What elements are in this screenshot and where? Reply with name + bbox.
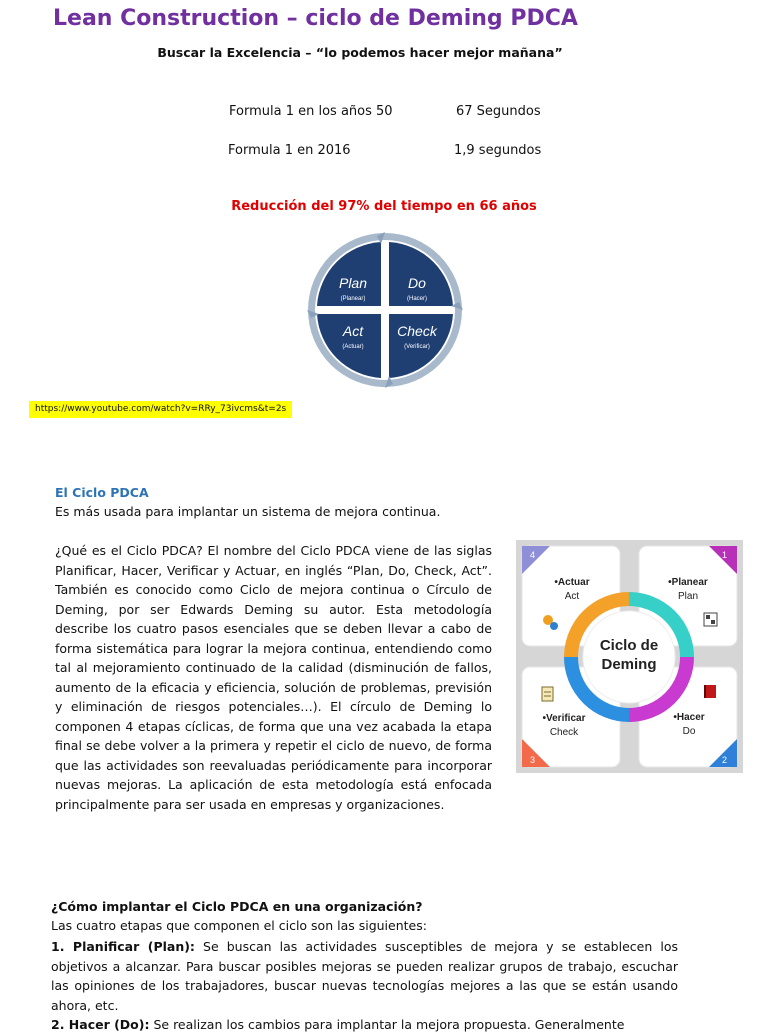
record-value-1950s: 67 Segundos — [456, 104, 541, 119]
pdca-plan-title: Plan — [338, 275, 368, 291]
record-label-2016: Formula 1 en 2016 — [228, 143, 351, 158]
red-book-icon — [704, 685, 716, 698]
step-1-text: Se buscan las actividades susceptibles de mejora y se establecen los objetivos a alcanzar. Para buscar posibles mejoras se pueden realizar grupos de trabajo, escuchar las opiniones de los trabajadores, buscar nuevas tecnologías mejores a las que se están usando ahora, etc. — [51, 939, 678, 1013]
pdca-act-sub: (Actuar) — [342, 344, 364, 350]
card-plan-sub: Plan — [677, 591, 699, 602]
record-value-2016: 1,9 segundos — [454, 143, 542, 158]
step-1-label: 1. Planificar (Plan): — [51, 939, 195, 954]
pdca-wheel-diagram — [305, 230, 465, 390]
step-1-paragraph — [51, 937, 678, 1015]
pdca-check-sub: (Verificar) — [404, 344, 430, 350]
card-plan-title: •Planear — [668, 577, 708, 588]
card-number-4: 4 — [530, 550, 536, 560]
card-act-title: •Actuar — [554, 577, 590, 588]
section-heading: El Ciclo PDCA — [55, 485, 149, 500]
record-label-1950s: Formula 1 en los años 50 — [229, 104, 393, 119]
implant-heading: ¿Cómo implantar el Ciclo PDCA en una organización? — [51, 899, 423, 914]
card-check-title: •Verificar — [542, 713, 586, 724]
card-number-2: 2 — [722, 755, 728, 765]
page-title: Lean Construction – ciclo de Deming PDCA — [53, 6, 578, 31]
step-2-text: Se realizan los cambios para implantar la mejora propuesta. Generalmente — [149, 1017, 625, 1032]
pdca-plan-sub: (Planear) — [340, 296, 366, 302]
reduction-highlight: Reducción del 97% del tiempo en 66 años — [231, 199, 537, 214]
deming-cycle-figure — [516, 540, 743, 773]
step-2-label: 2. Hacer (Do): — [51, 1017, 150, 1032]
pdca-check-title: Check — [397, 323, 437, 339]
clipboard-icon — [542, 687, 553, 701]
card-number-1: 1 — [722, 550, 728, 560]
pdca-do-title: Do — [408, 275, 426, 291]
body-paragraph: ¿Qué es el Ciclo PDCA? El nombre del Ciclo PDCA viene de las siglas Planificar, Hacer, Verificar y Actuar, en inglés “Plan, Do, Check, Act”. También es conocido como Ciclo de mejora continua o Círculo de Deming, por ser Edwards Deming su autor. Esta metodología describe los cuatro pasos esenciales que se deben llevar a cabo de forma sistemática para lograr la mejora continua, entendiendo como tal al mejoramiento continuado de la calidad (disminución de fallos, aumento de la eficacia y eficiencia, solución de problemas, previsión y eliminación de riesgos potenciales…). El círculo de Deming lo componen 4 etapas cíclicas, de forma que una vez acabada la etapa final se debe volver a la primera y repetir el ciclo de nuevo, de forma que las actividades son reevaluadas periódicamente para incorporar nuevas mejoras. La aplicación de esta metodología está enfocada principalmente para ser usada en empresas y organizaciones. — [55, 543, 492, 812]
center-label-line2: Deming — [601, 656, 657, 673]
center-label-line1: Ciclo de — [599, 637, 659, 654]
card-do-sub: Do — [682, 726, 696, 737]
implant-intro: Las cuatro etapas que componen el ciclo son las siguientes: — [51, 918, 427, 933]
card-act-sub: Act — [564, 591, 580, 602]
pdca-do-sub: (Hacer) — [406, 296, 428, 302]
step-2-paragraph — [51, 1015, 678, 1035]
card-do-title: •Hacer — [673, 712, 705, 723]
pdca-act-title: Act — [342, 323, 364, 339]
page-subtitle: Buscar la Excelencia – “lo podemos hacer mejor mañana” — [157, 45, 563, 60]
youtube-link[interactable]: https://www.youtube.com/watch?v=RRy_73ivcms&t=2s — [29, 401, 292, 418]
qr-code-icon — [704, 613, 717, 626]
section-intro: Es más usada para implantar un sistema de mejora continua. — [55, 504, 441, 519]
card-number-3: 3 — [530, 755, 536, 765]
card-check-sub: Check — [549, 727, 579, 738]
